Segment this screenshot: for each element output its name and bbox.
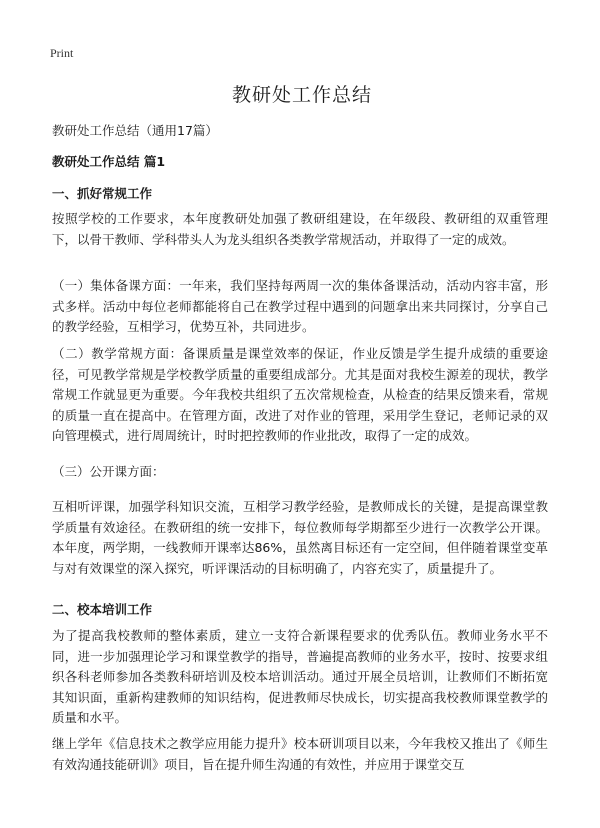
document-subtitle: 教研处工作总结（通用17篇）: [52, 123, 218, 138]
section2-heading: 二、校本培训工作: [52, 602, 153, 617]
article-heading: 教研处工作总结 篇1: [52, 154, 166, 169]
print-link[interactable]: Print: [50, 46, 74, 60]
section2-para1: 为了提高我校教师的整体素质，建立一支符合新课程要求的优秀队伍。教师业务水平不同，进一步加强理论学习和课堂教学的指导，普遍提高教师的业务水平，按时、按要求组织各科老师参加各类教科研培训及校本培训活动。通过开展全员培训，让教师们不断拓宽其知识面，重新构建教师的知识结构，促进教师尽快成长，切实提高我校教师课堂教学的质量和水平。: [52, 628, 548, 725]
section1-item3-heading: （三）公开课方面：: [52, 464, 165, 479]
section1-intro: 按照学校的工作要求，本年度教研处加强了教研组建设，在年级段、教研组的双重管理下，以骨干教师、学科带头人为龙头组织各类教学常规活动，并取得了一定的成效。: [52, 211, 548, 247]
section1-item1: （一）集体备课方面：一年来，我们坚持每两周一次的集体备课活动，活动内容丰富，形式多样。活动中每位老师都能将自己在教学过程中遇到的问题拿出来共同探讨，分享自己的教学经验，互相学习，优势互补，共同进步。: [52, 278, 548, 334]
section1-item3: 互相听评课，加强学科知识交流，互相学习教学经验，是教师成长的关键，是提高课堂教学质量有效途径。在教研组的统一安排下，每位教师每学期都至少进行一次教学公开课。本年度，两学期，一线教师开课率达86%，虽然离目标还有一定空间，但伴随着课堂变革与对有效课堂的深入探究，听评课活动的目标明确了，内容充实了，质量提升了。: [52, 499, 548, 576]
section1-item2: （二）教学常规方面：备课质量是课堂效率的保证，作业反馈是学生提升成绩的重要途径，可见教学常规是学校教学质量的重要组成部分。尤其是面对我校生源差的现状，教学常规工作就显更为重要。今年我校共组织了五次常规检查，从检查的结果反馈来看，常规的质量一直在提高中。在管理方面，改进了对作业的管理，采用学生登记，老师记录的双向管理模式，进行周周统计，时时把控教师的作业批改，取得了一定的成效。: [52, 346, 548, 443]
section1-heading: 一、抓好常规工作: [52, 186, 153, 201]
section2-para2: 继上学年《信息技术之教学应用能力提升》校本研训项目以来，今年我校又推出了《师生有效沟通技能研训》项目，旨在提升师生沟通的有效性，并应用于课堂交互: [52, 736, 548, 772]
page-title: 教研处工作总结: [231, 84, 372, 106]
